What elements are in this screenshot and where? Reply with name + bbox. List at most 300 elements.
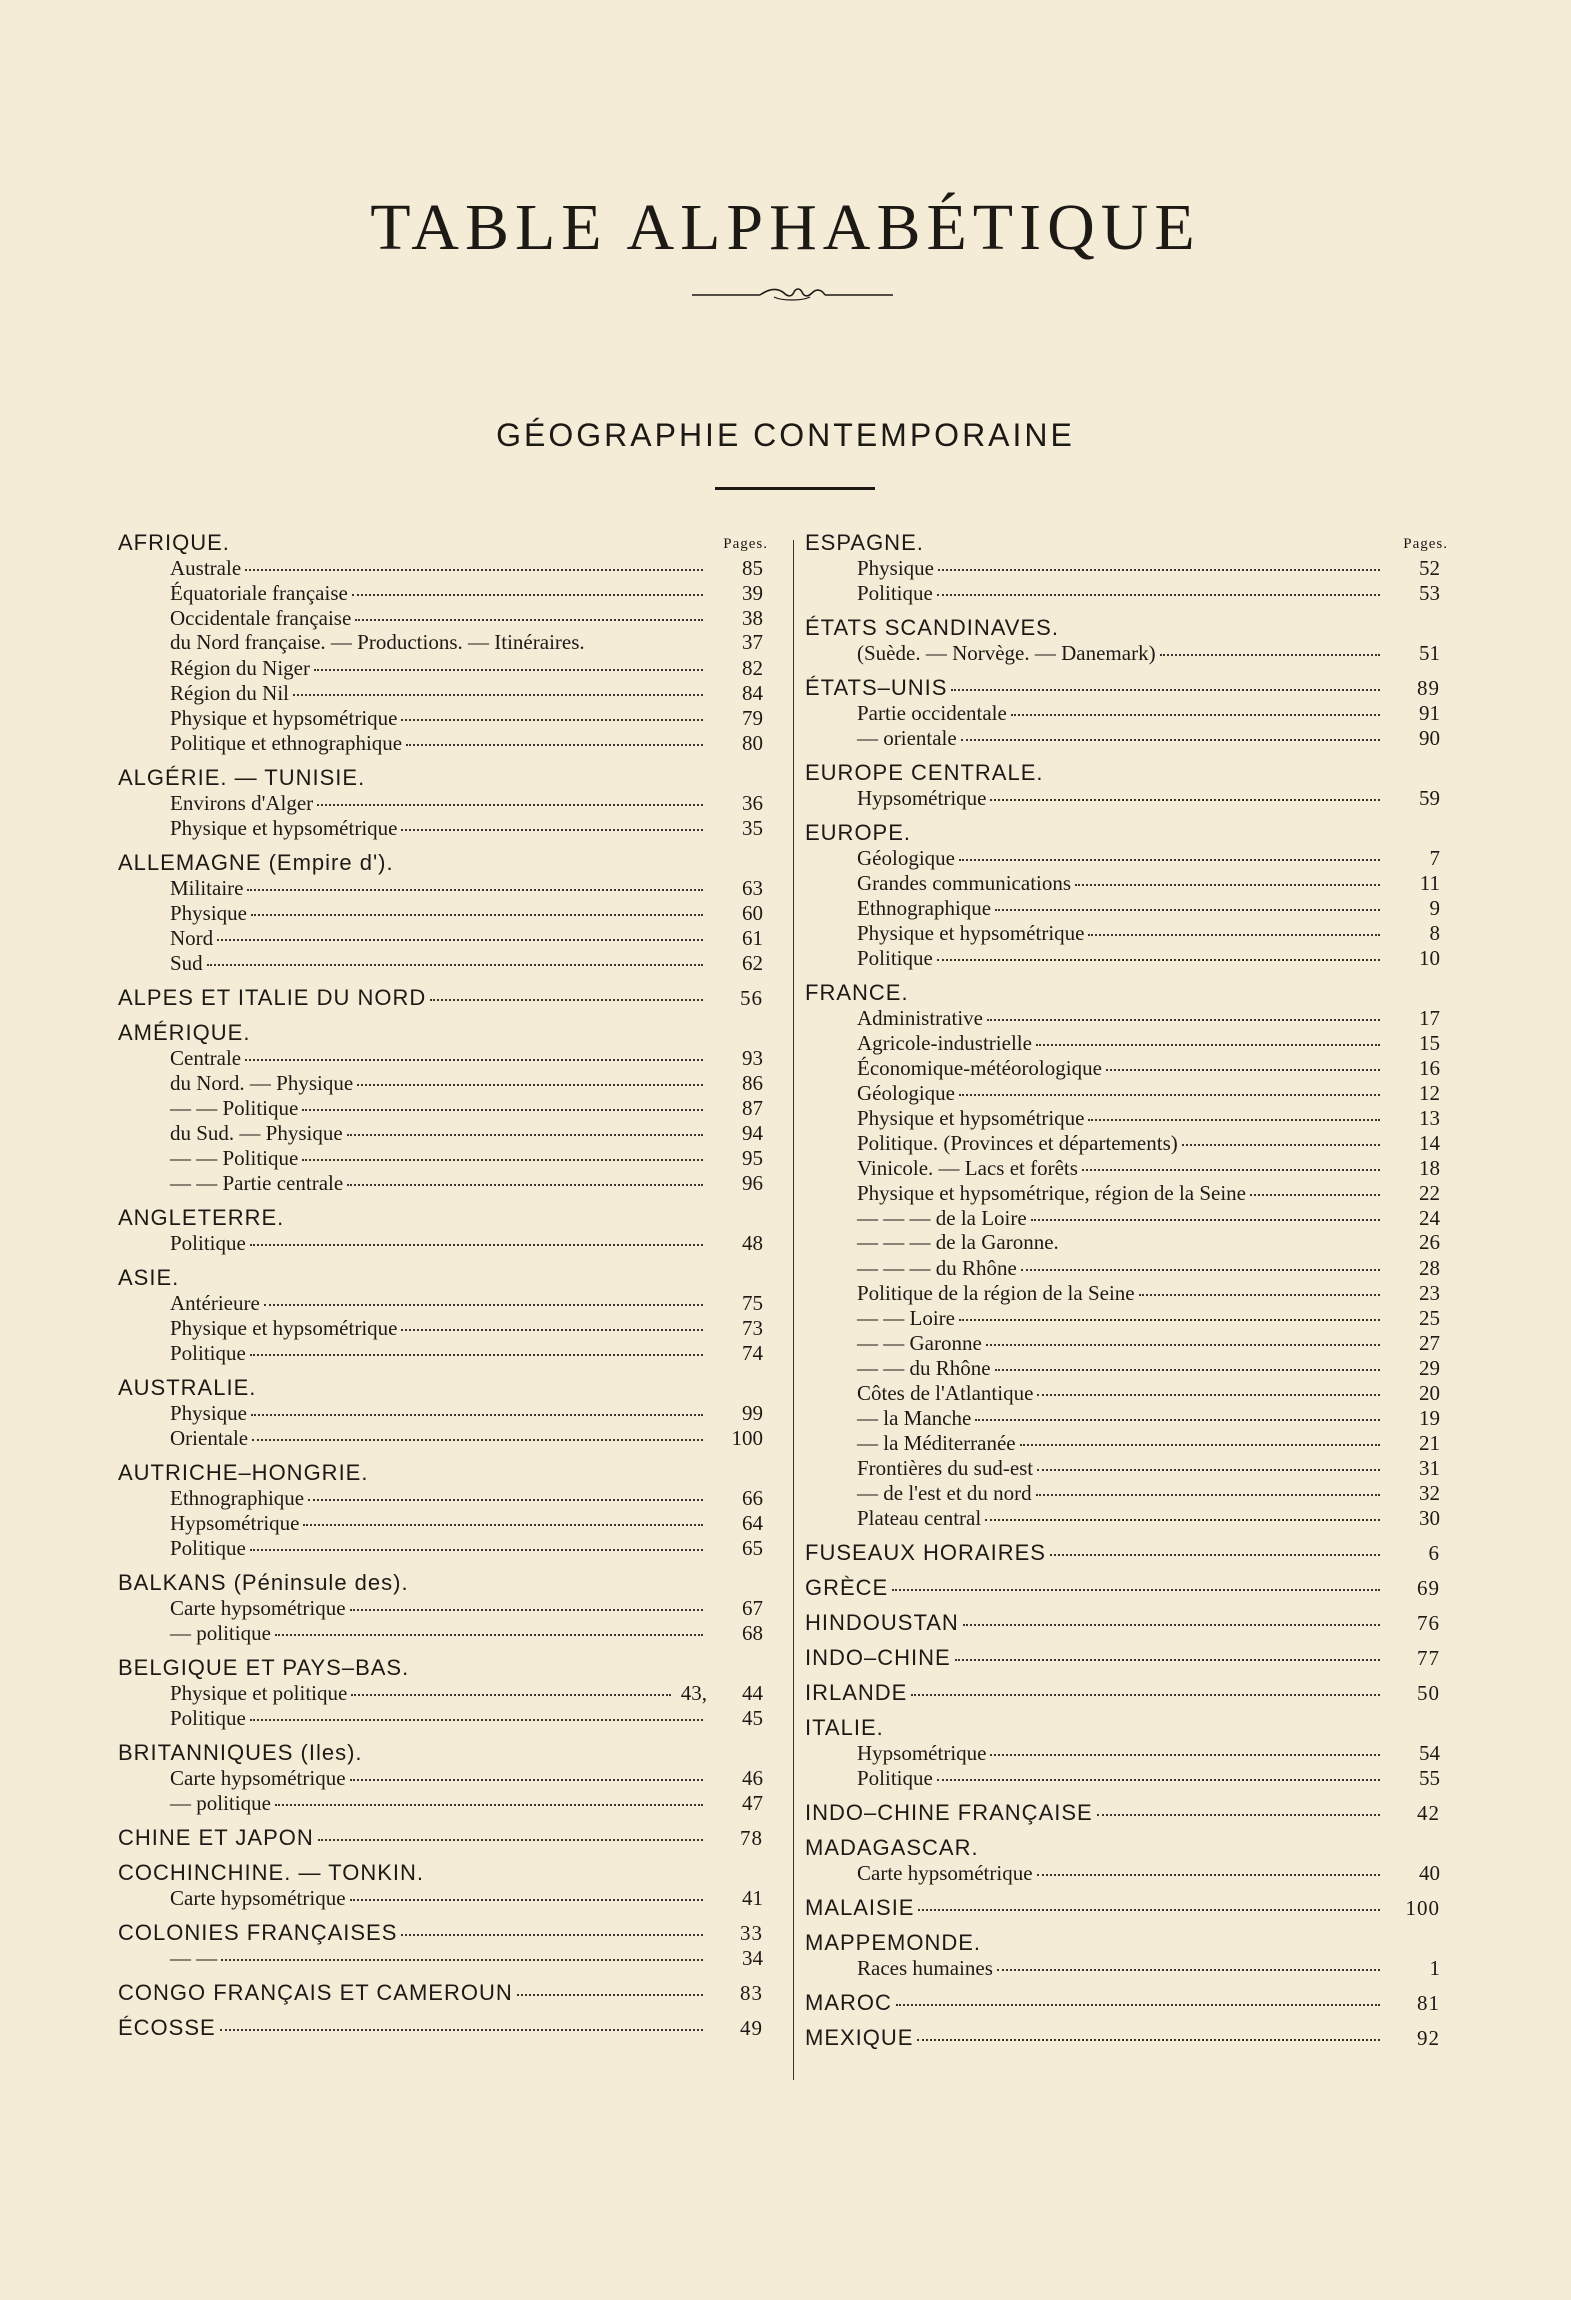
- page-number: 83: [740, 1981, 763, 2005]
- page-number: 78: [740, 1826, 763, 1850]
- dot-leader: [251, 1396, 703, 1416]
- entry-label: EUROPE CENTRALE.: [805, 760, 1044, 785]
- entry-label: Politique: [170, 1231, 246, 1255]
- page-number: 59: [1419, 786, 1440, 810]
- dot-leader: [937, 941, 1380, 961]
- page-number: 23: [1419, 1281, 1440, 1305]
- entry-label: Partie occidentale: [857, 701, 1007, 725]
- entry-label: — — du Rhône: [857, 1356, 991, 1380]
- page-number: 13: [1419, 1106, 1440, 1130]
- entry-label: INDO–CHINE: [805, 1645, 951, 1670]
- page-number: 44: [742, 1681, 763, 1705]
- flourish-ornament-icon: [690, 278, 895, 308]
- page-number: 62: [742, 951, 763, 975]
- page-number: 96: [742, 1171, 763, 1195]
- dot-leader: [293, 676, 703, 696]
- dot-leader: [995, 1351, 1380, 1371]
- entry-label: — — Garonne: [857, 1331, 982, 1355]
- dot-leader: [250, 1701, 703, 1721]
- entry-label: Races humaines: [857, 1956, 993, 1980]
- entry-label: MADAGASCAR.: [805, 1835, 979, 1860]
- entry-label: Carte hypsométrique: [170, 1596, 346, 1620]
- entry-label: GRÈCE: [805, 1575, 889, 1600]
- page-number: 90: [1419, 726, 1440, 750]
- dot-leader: [221, 1941, 703, 1961]
- subtitle-rule: [715, 487, 875, 490]
- dot-leader: [938, 551, 1380, 571]
- section-subtitle: GÉOGRAPHIE CONTEMPORAINE: [496, 417, 1075, 453]
- page-number: 12: [1419, 1081, 1440, 1105]
- entry-label: AUTRICHE–HONGRIE.: [118, 1460, 369, 1485]
- entry-label: — — — du Rhône: [857, 1256, 1017, 1280]
- page-number: 10: [1419, 946, 1440, 970]
- dot-leader: [245, 551, 703, 571]
- entry-label: ÉTATS–UNIS: [805, 675, 948, 700]
- page-number: 39: [742, 581, 763, 605]
- entry-label: INDO–CHINE FRANÇAISE: [805, 1800, 1093, 1825]
- dot-leader: [317, 786, 703, 806]
- entry-label: AFRIQUE.: [118, 530, 230, 555]
- index-entry: [118, 1945, 763, 1970]
- dot-leader: [986, 1326, 1380, 1346]
- entry-label: — — Politique: [170, 1146, 299, 1170]
- dot-leader: [318, 1821, 703, 1841]
- page-number: 64: [742, 1511, 763, 1535]
- dot-leader: [250, 1531, 703, 1551]
- dot-leader: [401, 701, 703, 721]
- entry-label: MAROC: [805, 1990, 892, 2015]
- page-number: 33: [740, 1921, 763, 1945]
- dot-leader: [350, 1591, 703, 1611]
- page-number: 93: [742, 1046, 763, 1070]
- page-number: 68: [742, 1621, 763, 1645]
- page-number: 11: [1419, 871, 1440, 895]
- dot-leader: [1088, 916, 1380, 936]
- page-number: 95: [742, 1146, 763, 1170]
- entry-label: (Suède. — Norvège. — Danemark): [857, 641, 1156, 665]
- dot-leader: [1021, 1251, 1380, 1271]
- entry-label: Politique. (Provinces et départements): [857, 1131, 1178, 1155]
- index-entry: [118, 1340, 763, 1365]
- entry-label: Politique: [170, 1341, 246, 1365]
- index-entry: [805, 785, 1440, 810]
- entry-label: Antérieure: [170, 1291, 260, 1315]
- index-heading: [118, 1980, 763, 2005]
- dot-leader: [961, 721, 1380, 741]
- page-number: 60: [742, 901, 763, 925]
- dot-leader: [1160, 636, 1380, 656]
- index-heading: [805, 1680, 1440, 1705]
- entry-label: — de l'est et du nord: [857, 1481, 1032, 1505]
- dot-leader: [264, 1286, 703, 1306]
- dot-leader: [207, 946, 703, 966]
- entry-label: BELGIQUE ET PAYS–BAS.: [118, 1655, 410, 1680]
- entry-label: Militaire: [170, 876, 244, 900]
- page-number: 48: [742, 1231, 763, 1255]
- entry-label: COCHINCHINE. — TONKIN.: [118, 1860, 424, 1885]
- dot-leader: [1075, 866, 1380, 886]
- entry-label: ÉTATS SCANDINAVES.: [805, 615, 1059, 640]
- entry-label: Hypsométrique: [857, 1741, 987, 1765]
- page-number: 26: [1419, 1230, 1440, 1254]
- entry-label: — politique: [170, 1621, 271, 1645]
- dot-leader: [275, 1616, 703, 1636]
- page-number: 79: [742, 706, 763, 730]
- page-number: 27: [1419, 1331, 1440, 1355]
- entry-label: Physique: [857, 556, 935, 580]
- index-entry: [118, 950, 763, 975]
- index-heading: [118, 2015, 763, 2040]
- dot-leader: [250, 1226, 703, 1246]
- entry-label: Politique: [170, 1706, 246, 1730]
- entry-label: Géologique: [857, 1081, 955, 1105]
- entry-label: — la Méditerranée: [857, 1431, 1016, 1455]
- page-number: 100: [1405, 1896, 1440, 1920]
- dot-leader: [990, 781, 1380, 801]
- dot-leader: [1036, 1476, 1380, 1496]
- entry-label: Administrative: [857, 1006, 983, 1030]
- entry-label: AMÉRIQUE.: [118, 1020, 251, 1045]
- page-number: 85: [742, 556, 763, 580]
- page-number: 51: [1419, 641, 1440, 665]
- dot-leader: [995, 891, 1380, 911]
- page-number: 46: [742, 1766, 763, 1790]
- entry-label: CONGO FRANÇAIS ET CAMEROUN: [118, 1980, 513, 2005]
- dot-leader: [430, 981, 703, 1001]
- entry-label: Agricole-industrielle: [857, 1031, 1032, 1055]
- page-number: 7: [1429, 846, 1440, 870]
- entry-label: CHINE ET JAPON: [118, 1825, 314, 1850]
- entry-label: Hypsométrique: [857, 786, 987, 810]
- page-number: 81: [1417, 1991, 1440, 2015]
- page-number: 8: [1429, 921, 1440, 945]
- index-entry: [118, 730, 763, 755]
- index-entry: [805, 640, 1440, 665]
- page-number: 87: [742, 1096, 763, 1120]
- dot-leader: [1088, 1101, 1380, 1121]
- index-heading: [805, 1540, 1440, 1565]
- entry-label: Politique: [857, 946, 933, 970]
- page-number: 34: [742, 1946, 763, 1970]
- dot-leader: [406, 726, 703, 746]
- right-index-column: [805, 530, 1448, 2050]
- dot-leader: [347, 1166, 703, 1186]
- page-number: 41: [742, 1886, 763, 1910]
- dot-leader: [401, 1916, 703, 1936]
- entry-label: Physique et hypsométrique: [857, 1106, 1085, 1130]
- dot-leader: [357, 1066, 703, 1086]
- page-number: 56: [740, 986, 763, 1010]
- entry-label: Sud: [170, 951, 203, 975]
- entry-label: Physique et hypsométrique: [170, 1316, 398, 1340]
- dot-leader: [892, 1571, 1380, 1591]
- entry-label: — —: [170, 1946, 218, 1970]
- dot-leader: [1182, 1126, 1380, 1146]
- page-number: 94: [742, 1121, 763, 1145]
- page-number: 77: [1417, 1646, 1440, 1670]
- page-number: 42: [1417, 1801, 1440, 1825]
- dot-leader: [350, 1761, 703, 1781]
- page-number: 66: [742, 1486, 763, 1510]
- dot-leader: [355, 601, 703, 621]
- dot-leader: [1082, 1151, 1380, 1171]
- index-entry: [805, 1505, 1440, 1530]
- page-number: 35: [742, 816, 763, 840]
- page-number: 31: [1419, 1456, 1440, 1480]
- dot-leader: [401, 811, 703, 831]
- page-number: 30: [1419, 1506, 1440, 1530]
- page-number: 100: [731, 1426, 763, 1450]
- page-number: 65: [742, 1536, 763, 1560]
- dot-leader: [401, 1311, 703, 1331]
- page-number: 75: [742, 1291, 763, 1315]
- index-heading: [805, 1800, 1440, 1825]
- page-number: 61: [742, 926, 763, 950]
- dot-leader: [1097, 1796, 1380, 1816]
- entry-label: Équatoriale française: [170, 581, 348, 605]
- page-number: 86: [742, 1071, 763, 1095]
- dot-leader: [959, 841, 1380, 861]
- page-number: 17: [1419, 1006, 1440, 1030]
- dot-leader: [1011, 696, 1380, 716]
- entry-label: AUSTRALIE.: [118, 1375, 257, 1400]
- page-number: 91: [1419, 701, 1440, 725]
- entry-label: Environs d'Alger: [170, 791, 314, 815]
- index-entry: [805, 1860, 1440, 1885]
- dot-leader: [975, 1401, 1380, 1421]
- index-entry: [118, 1620, 763, 1645]
- entry-label: — — Loire: [857, 1306, 955, 1330]
- entry-extra-page: 43,: [680, 1681, 707, 1705]
- page-number: 9: [1429, 896, 1440, 920]
- entry-label: IRLANDE: [805, 1680, 908, 1705]
- dot-leader: [918, 1891, 1380, 1911]
- page-number: 14: [1419, 1131, 1440, 1155]
- entry-label: Politique: [857, 581, 933, 605]
- entry-label: FUSEAUX HORAIRES: [805, 1540, 1046, 1565]
- entry-label: Ethnographique: [170, 1486, 305, 1510]
- dot-leader: [251, 896, 703, 916]
- dot-leader: [1063, 1227, 1380, 1245]
- index-heading: [805, 1575, 1440, 1600]
- page-title: TABLE ALPHABÉTIQUE: [370, 191, 1201, 264]
- index-entry: [118, 1535, 763, 1560]
- entry-label: Politique: [170, 1536, 246, 1560]
- entry-label: du Nord. — Physique: [170, 1071, 354, 1095]
- index-heading: [805, 1990, 1440, 2015]
- page-number: 21: [1419, 1431, 1440, 1455]
- dot-leader: [250, 1336, 703, 1356]
- page-number: 29: [1419, 1356, 1440, 1380]
- page-number: 73: [742, 1316, 763, 1340]
- page-number: 6: [1428, 1541, 1440, 1565]
- page-number: 19: [1419, 1406, 1440, 1430]
- entry-label: EUROPE.: [805, 820, 912, 845]
- entry-label: MEXIQUE: [805, 2025, 914, 2050]
- page-number: 22: [1419, 1181, 1440, 1205]
- page-number: 82: [742, 656, 763, 680]
- dot-leader: [350, 1881, 703, 1901]
- entry-label: Économique-météorologique: [857, 1056, 1102, 1080]
- pages-label: Pages.: [723, 536, 768, 552]
- entry-label: Physique et politique: [170, 1681, 348, 1705]
- entry-label: COLONIES FRANÇAISES: [118, 1920, 398, 1945]
- entry-label: ÉCOSSE: [118, 2015, 216, 2040]
- entry-label: Carte hypsométrique: [170, 1766, 346, 1790]
- dot-leader: [1020, 1426, 1380, 1446]
- dot-leader: [245, 1041, 703, 1061]
- entry-label: Orientale: [170, 1426, 249, 1450]
- page-number: 1: [1429, 1956, 1440, 1980]
- index-entry: [118, 1425, 763, 1450]
- entry-label: ALGÉRIE. — TUNISIE.: [118, 765, 366, 790]
- dot-leader: [303, 1506, 703, 1526]
- entry-label: ESPAGNE.: [805, 530, 924, 555]
- index-entry: [805, 945, 1440, 970]
- dot-leader: [1037, 1376, 1380, 1396]
- page-number: 20: [1419, 1381, 1440, 1405]
- index-entry: [118, 815, 763, 840]
- dot-leader: [937, 576, 1380, 596]
- entry-label: Ethnographique: [857, 896, 992, 920]
- index-entry: [805, 725, 1440, 750]
- index-heading: [118, 1825, 763, 1850]
- dot-leader: [252, 1421, 703, 1441]
- entry-label: Nord: [170, 926, 214, 950]
- dot-leader: [997, 1951, 1380, 1971]
- index-entry: [118, 1170, 763, 1195]
- entry-label: Hypsométrique: [170, 1511, 300, 1535]
- dot-leader: [314, 651, 703, 671]
- entry-label: — — — de la Loire: [857, 1206, 1027, 1230]
- entry-label: HINDOUSTAN: [805, 1610, 959, 1635]
- entry-label: — politique: [170, 1791, 271, 1815]
- entry-label: MALAISIE: [805, 1895, 915, 1920]
- page-number: 16: [1419, 1056, 1440, 1080]
- entry-label: Occidentale française: [170, 606, 352, 630]
- left-index-column: [118, 530, 768, 2040]
- page-number: 40: [1419, 1861, 1440, 1885]
- page-number: 49: [740, 2016, 763, 2040]
- dot-leader: [911, 1676, 1380, 1696]
- entry-label: Australe: [170, 556, 242, 580]
- entry-label: — la Manche: [857, 1406, 972, 1430]
- dot-leader: [896, 1986, 1380, 2006]
- page-number: 50: [1417, 1681, 1440, 1705]
- entry-label: Physique et hypsométrique, région de la Seine: [857, 1181, 1247, 1205]
- entry-label: Carte hypsométrique: [857, 1861, 1033, 1885]
- page-number: 84: [742, 681, 763, 705]
- dot-leader: [275, 1786, 703, 1806]
- dot-leader: [985, 1501, 1380, 1521]
- page-number: 38: [742, 606, 763, 630]
- entry-label: Géologique: [857, 846, 955, 870]
- index-entry: [118, 1790, 763, 1815]
- index-entry: [805, 1955, 1440, 1980]
- entry-label: ANGLETERRE.: [118, 1205, 285, 1230]
- page-number: 47: [742, 1791, 763, 1815]
- dot-leader: [963, 1606, 1380, 1626]
- dot-leader: [302, 1091, 703, 1111]
- entry-label: MAPPEMONDE.: [805, 1930, 982, 1955]
- page-number: 36: [742, 791, 763, 815]
- dot-leader: [1037, 1856, 1380, 1876]
- page-number: 37: [742, 630, 763, 654]
- dot-leader: [302, 1141, 703, 1161]
- entry-label: — — Partie centrale: [170, 1171, 344, 1195]
- entry-label: Physique: [170, 901, 248, 925]
- entry-label: FRANCE.: [805, 980, 909, 1005]
- entry-label: ALLEMAGNE (Empire d').: [118, 850, 394, 875]
- dot-leader: [589, 627, 703, 645]
- entry-label: Frontières du sud-est: [857, 1456, 1034, 1480]
- dot-leader: [352, 576, 703, 596]
- pages-label: Pages.: [1403, 536, 1448, 552]
- dot-leader: [1031, 1201, 1380, 1221]
- page-number: 76: [1417, 1611, 1440, 1635]
- dot-leader: [308, 1481, 703, 1501]
- page-number: 89: [1417, 676, 1440, 700]
- dot-leader: [937, 1761, 1380, 1781]
- entry-label: du Sud. — Physique: [170, 1121, 343, 1145]
- column-divider: [793, 540, 794, 2080]
- entry-label: — — — de la Garonne.: [857, 1230, 1059, 1254]
- page-number: 54: [1419, 1741, 1440, 1765]
- index-heading: [805, 1645, 1440, 1670]
- entry-label: — orientale: [857, 726, 957, 750]
- page-number: 45: [742, 1706, 763, 1730]
- entry-label: Région du Nil: [170, 681, 289, 705]
- index-heading: [805, 2025, 1440, 2050]
- page-number: 24: [1419, 1206, 1440, 1230]
- entry-label: Région du Niger: [170, 656, 310, 680]
- page-number: 52: [1419, 556, 1440, 580]
- page-number: 74: [742, 1341, 763, 1365]
- page-number: 32: [1419, 1481, 1440, 1505]
- dot-leader: [1250, 1176, 1380, 1196]
- index-entry: [805, 580, 1440, 605]
- entry-label: ALPES ET ITALIE DU NORD: [118, 985, 427, 1010]
- page-number: 55: [1419, 1766, 1440, 1790]
- index-entry: [805, 1765, 1440, 1790]
- dot-leader: [1106, 1051, 1380, 1071]
- dot-leader: [959, 1301, 1380, 1321]
- dot-leader: [217, 921, 703, 941]
- page-number: 63: [742, 876, 763, 900]
- index-heading: [118, 985, 763, 1010]
- entry-label: Politique et ethnographique: [170, 731, 403, 755]
- dot-leader: [955, 1641, 1380, 1661]
- entry-label: Physique et hypsométrique: [857, 921, 1085, 945]
- index-heading: [805, 1895, 1440, 1920]
- dot-leader: [517, 1976, 703, 1996]
- index-entry: [118, 1705, 763, 1730]
- dot-leader: [220, 2011, 703, 2031]
- index-entry: [118, 1885, 763, 1910]
- page-number: 18: [1419, 1156, 1440, 1180]
- entry-label: Politique: [857, 1766, 933, 1790]
- page-number: 67: [742, 1596, 763, 1620]
- entry-label: Centrale: [170, 1046, 242, 1070]
- dot-leader: [1050, 1536, 1380, 1556]
- entry-label: Carte hypsométrique: [170, 1886, 346, 1910]
- dot-leader: [990, 1736, 1380, 1756]
- entry-label: Politique de la région de la Seine: [857, 1281, 1135, 1305]
- dot-leader: [347, 1116, 703, 1136]
- page-number: 53: [1419, 581, 1440, 605]
- entry-label: Physique et hypsométrique: [170, 816, 398, 840]
- dot-leader: [917, 2021, 1380, 2041]
